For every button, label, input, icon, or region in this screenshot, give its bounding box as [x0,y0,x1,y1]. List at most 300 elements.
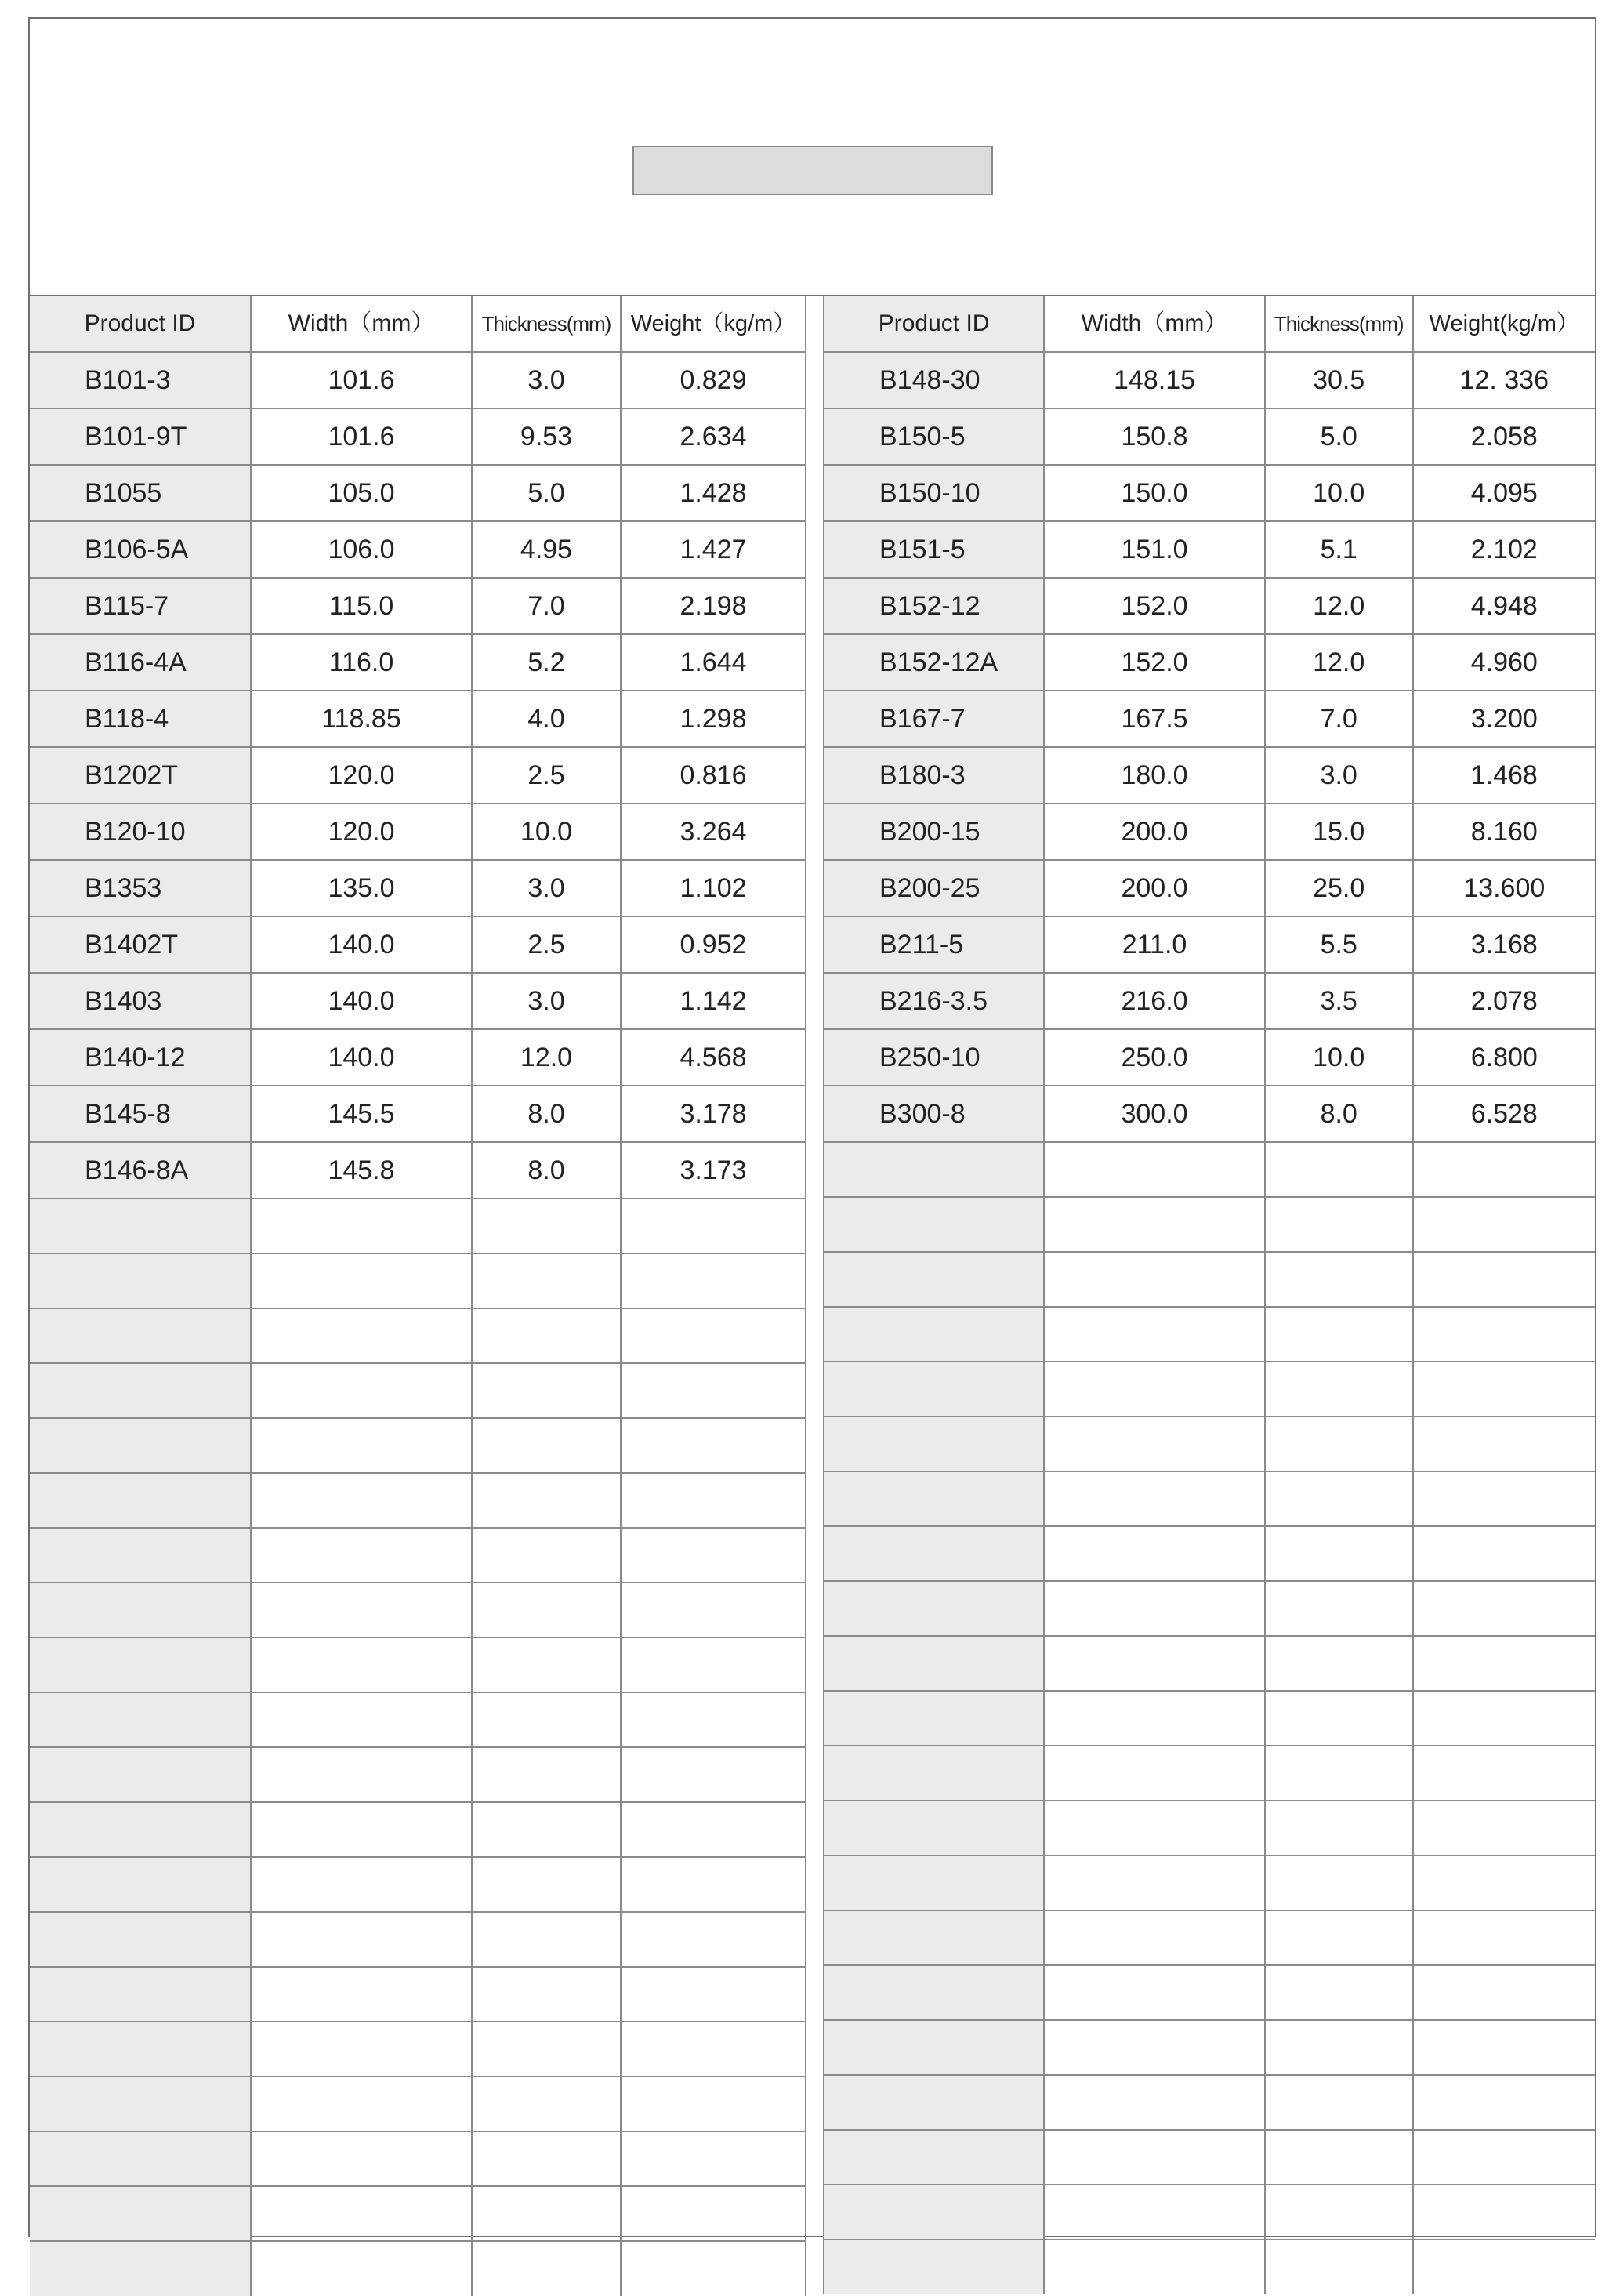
weight-cell [621,1638,806,1692]
width-cell: 152.0 [1044,634,1265,691]
width-cell: 148.15 [1044,352,1265,408]
weight-cell: 2.078 [1413,973,1595,1029]
product-id-cell [824,1252,1044,1307]
empty-table-row [30,1528,806,1583]
width-cell: 140.0 [251,1029,472,1086]
thickness-cell [472,1528,621,1583]
empty-table-row [30,1308,806,1363]
width-cell: 140.0 [251,916,472,973]
weight-cell [1413,1471,1595,1526]
table-row [824,352,1595,408]
table-row [30,691,806,747]
width-cell: 101.6 [251,408,472,465]
weight-cell: 0.816 [621,747,806,803]
product-id-cell [824,1142,1044,1197]
empty-table-row [30,2186,806,2241]
weight-cell: 2.058 [1413,408,1595,465]
product-id-cell [30,1418,251,1473]
width-cell: 106.0 [251,521,472,578]
weight-cell [1413,1636,1595,1691]
table-row [824,521,1595,578]
product-id-cell: B150-10 [824,465,1044,521]
thickness-cell: 25.0 [1265,860,1413,916]
title-placeholder-box [632,146,993,195]
thickness-cell [1265,2130,1413,2185]
empty-table-row [30,1583,806,1638]
thickness-cell: 3.0 [472,860,621,916]
empty-table-row [824,2075,1595,2130]
table-row [30,1086,806,1142]
weight-cell [1413,1965,1595,2020]
width-cell [251,1583,472,1638]
left-table-body [30,352,806,2296]
width-cell [1044,2075,1265,2130]
product-id-cell [824,1471,1044,1526]
thickness-cell [1265,1471,1413,1526]
left-spec-table [30,296,806,2296]
product-id-cell [824,1910,1044,1965]
width-cell: 145.8 [251,1142,472,1199]
header-weight: Weight(kg/m） [1413,296,1595,352]
weight-cell [621,1253,806,1308]
weight-cell: 13.600 [1413,860,1595,916]
product-id-cell [30,1308,251,1363]
product-id-cell [30,1253,251,1308]
empty-table-row [30,1692,806,1747]
thickness-cell: 8.0 [472,1086,621,1142]
product-id-cell [30,2241,251,2296]
thickness-cell [472,1418,621,1473]
thickness-cell: 5.1 [1265,521,1413,578]
thickness-cell [472,2131,621,2186]
width-cell [1044,1691,1265,1746]
width-cell [251,2131,472,2186]
product-id-cell: B200-25 [824,860,1044,916]
product-id-cell: B1202T [30,747,251,803]
width-cell: 180.0 [1044,747,1265,803]
product-id-cell [30,1912,251,1967]
width-cell: 120.0 [251,803,472,860]
width-cell [251,1528,472,1583]
thickness-cell [472,1692,621,1747]
weight-cell: 3.200 [1413,691,1595,747]
thickness-cell: 7.0 [472,578,621,634]
weight-cell [621,1692,806,1747]
thickness-cell [1265,2185,1413,2240]
width-cell: 200.0 [1044,803,1265,860]
header-product-id: Product ID [824,296,1044,352]
empty-table-row [824,1746,1595,1801]
thickness-cell [1265,2075,1413,2130]
empty-table-row [824,1307,1595,1362]
thickness-cell: 10.0 [1265,465,1413,521]
thickness-cell [1265,2240,1413,2294]
width-cell [251,1363,472,1418]
width-cell: 135.0 [251,860,472,916]
product-id-cell: B115-7 [30,578,251,634]
thickness-cell: 3.0 [472,352,621,408]
width-cell [251,1253,472,1308]
weight-cell: 4.960 [1413,634,1595,691]
empty-table-row [824,1636,1595,1691]
width-cell [251,2186,472,2241]
product-id-cell: B116-4A [30,634,251,691]
weight-cell: 1.102 [621,860,806,916]
thickness-cell [472,1802,621,1857]
product-id-cell: B250-10 [824,1029,1044,1086]
product-id-cell: B106-5A [30,521,251,578]
product-id-cell: B216-3.5 [824,973,1044,1029]
width-cell [251,1418,472,1473]
thickness-cell [472,2077,621,2131]
weight-cell [621,1857,806,1912]
table-row [30,634,806,691]
width-cell: 118.85 [251,691,472,747]
weight-cell [1413,1910,1595,1965]
weight-cell [1413,1801,1595,1855]
weight-cell: 2.634 [621,408,806,465]
weight-cell: 1.142 [621,973,806,1029]
product-id-cell: B101-3 [30,352,251,408]
product-id-cell [824,1855,1044,1910]
width-cell [1044,1965,1265,2020]
thickness-cell: 12.0 [1265,578,1413,634]
weight-cell [1413,2130,1595,2185]
table-row [824,634,1595,691]
thickness-cell [472,2022,621,2077]
width-cell [251,1967,472,2022]
table-row [824,803,1595,860]
weight-cell [1413,1416,1595,1471]
width-cell: 116.0 [251,634,472,691]
width-cell: 120.0 [251,747,472,803]
width-cell [1044,1471,1265,1526]
width-cell [1044,1252,1265,1307]
thickness-cell [1265,1636,1413,1691]
product-id-cell [30,1802,251,1857]
thickness-cell [1265,1362,1413,1416]
thickness-cell: 3.0 [1265,747,1413,803]
empty-table-row [30,1363,806,1418]
width-cell: 200.0 [1044,860,1265,916]
empty-table-row [824,1471,1595,1526]
spec-sheet [28,17,1596,2237]
header-row [30,296,806,352]
product-id-cell [824,1526,1044,1581]
weight-cell: 3.168 [1413,916,1595,973]
weight-cell: 1.428 [621,465,806,521]
product-id-cell [824,1965,1044,2020]
thickness-cell [1265,1910,1413,1965]
thickness-cell: 30.5 [1265,352,1413,408]
table-row [824,578,1595,634]
product-id-cell: B101-9T [30,408,251,465]
empty-table-row [30,1418,806,1473]
width-cell [1044,1910,1265,1965]
product-id-cell: B211-5 [824,916,1044,973]
thickness-cell: 3.0 [472,973,621,1029]
weight-cell [621,2241,806,2296]
empty-table-row [824,1252,1595,1307]
width-cell [1044,2020,1265,2075]
thickness-cell [472,1199,621,1253]
empty-table-row [824,1197,1595,1252]
width-cell: 115.0 [251,578,472,634]
product-id-cell: B167-7 [824,691,1044,747]
weight-cell [621,1967,806,2022]
weight-cell: 12. 336 [1413,352,1595,408]
product-id-cell [824,1362,1044,1416]
table-row [30,860,806,916]
thickness-cell: 8.0 [1265,1086,1413,1142]
header-width: Width（mm） [1044,296,1265,352]
header-product-id: Product ID [30,296,251,352]
empty-table-row [30,2022,806,2077]
product-id-cell [824,1746,1044,1801]
width-cell [251,1802,472,1857]
thickness-cell: 15.0 [1265,803,1413,860]
weight-cell: 6.528 [1413,1086,1595,1142]
right-table-body [824,352,1595,2294]
thickness-cell [1265,1252,1413,1307]
table-row [824,1029,1595,1086]
weight-cell: 0.952 [621,916,806,973]
width-cell: 151.0 [1044,521,1265,578]
product-id-cell [30,2022,251,2077]
weight-cell [1413,2240,1595,2294]
product-id-cell: B150-5 [824,408,1044,465]
width-cell [251,1473,472,1528]
weight-cell [621,1912,806,1967]
thickness-cell [472,1363,621,1418]
thickness-cell [472,1308,621,1363]
thickness-cell [472,2186,621,2241]
thickness-cell [472,2241,621,2296]
table-row [824,1086,1595,1142]
thickness-cell [472,1473,621,1528]
empty-table-row [824,2185,1595,2240]
right-spec-table [823,296,1595,2294]
thickness-cell [1265,1801,1413,1855]
empty-table-row [824,2130,1595,2185]
width-cell: 150.8 [1044,408,1265,465]
empty-table-row [30,1199,806,1253]
weight-cell [621,2022,806,2077]
width-cell [251,1692,472,1747]
weight-cell: 4.948 [1413,578,1595,634]
empty-table-row [824,1965,1595,2020]
empty-table-row [30,1473,806,1528]
width-cell [251,2241,472,2296]
weight-cell: 1.468 [1413,747,1595,803]
empty-table-row [30,1802,806,1857]
product-id-cell: B140-12 [30,1029,251,1086]
weight-cell [621,1418,806,1473]
product-id-cell: B180-3 [824,747,1044,803]
width-cell [1044,1581,1265,1636]
weight-cell: 1.427 [621,521,806,578]
product-id-cell: B118-4 [30,691,251,747]
weight-cell: 3.264 [621,803,806,860]
weight-cell: 3.173 [621,1142,806,1199]
empty-table-row [30,1967,806,2022]
table-row [30,973,806,1029]
weight-cell [621,2077,806,2131]
weight-cell [1413,1691,1595,1746]
width-cell [251,2022,472,2077]
width-cell [251,1199,472,1253]
product-id-cell [30,2186,251,2241]
thickness-cell [1265,1526,1413,1581]
product-id-cell: B145-8 [30,1086,251,1142]
thickness-cell [1265,1746,1413,1801]
empty-table-row [30,2131,806,2186]
weight-cell: 0.829 [621,352,806,408]
width-cell [251,1638,472,1692]
weight-cell [621,1747,806,1802]
table-row [30,408,806,465]
thickness-cell [1265,1965,1413,2020]
table-row [824,408,1595,465]
weight-cell [621,1199,806,1253]
weight-cell [1413,1142,1595,1197]
empty-table-row [824,1801,1595,1855]
product-id-cell: B120-10 [30,803,251,860]
empty-table-row [824,1581,1595,1636]
weight-cell [621,1528,806,1583]
product-id-cell [824,2130,1044,2185]
width-cell [1044,1746,1265,1801]
empty-table-row [824,1362,1595,1416]
thickness-cell [472,1967,621,2022]
thickness-cell [1265,2020,1413,2075]
thickness-cell: 10.0 [472,803,621,860]
table-row [30,465,806,521]
width-cell [1044,1526,1265,1581]
empty-table-row [824,1526,1595,1581]
thickness-cell: 10.0 [1265,1029,1413,1086]
product-id-cell [30,1692,251,1747]
thickness-cell: 12.0 [1265,634,1413,691]
weight-cell [621,1473,806,1528]
width-cell [251,1308,472,1363]
product-id-cell [824,1636,1044,1691]
product-id-cell [30,1747,251,1802]
empty-table-row [30,1857,806,1912]
weight-cell [621,1363,806,1418]
product-id-cell [824,1691,1044,1746]
empty-table-row [30,1747,806,1802]
width-cell [251,1747,472,1802]
width-cell: 300.0 [1044,1086,1265,1142]
empty-table-row [824,1910,1595,1965]
product-id-cell [30,1528,251,1583]
weight-cell [1413,1307,1595,1362]
header-thickness: Thickness(mm) [1265,296,1413,352]
weight-cell [1413,2020,1595,2075]
weight-cell [1413,1855,1595,1910]
weight-cell: 4.568 [621,1029,806,1086]
header-thickness: Thickness(mm) [472,296,621,352]
table-row [30,1029,806,1086]
empty-table-row [824,1691,1595,1746]
width-cell [1044,1197,1265,1252]
table-row [30,916,806,973]
width-cell: 101.6 [251,352,472,408]
product-id-cell [824,2185,1044,2240]
width-cell [1044,1416,1265,1471]
product-id-cell: B152-12 [824,578,1044,634]
thickness-cell [1265,1691,1413,1746]
width-cell: 250.0 [1044,1029,1265,1086]
table-row [824,747,1595,803]
width-cell [251,1857,472,1912]
thickness-cell: 5.2 [472,634,621,691]
empty-table-row [30,1912,806,1967]
thickness-cell: 3.5 [1265,973,1413,1029]
width-cell [1044,1362,1265,1416]
product-id-cell [30,1638,251,1692]
weight-cell [1413,1197,1595,1252]
width-cell [1044,2240,1265,2294]
weight-cell [1413,1746,1595,1801]
product-id-cell [30,2077,251,2131]
weight-cell: 4.095 [1413,465,1595,521]
width-cell [1044,2130,1265,2185]
product-id-cell [824,2020,1044,2075]
product-id-cell [824,2240,1044,2294]
product-id-cell: B146-8A [30,1142,251,1199]
width-cell [251,2077,472,2131]
header-weight: Weight（kg/m） [621,296,806,352]
table-row [824,973,1595,1029]
product-id-cell [30,2131,251,2186]
width-cell: 152.0 [1044,578,1265,634]
weight-cell [621,2131,806,2186]
product-id-cell [30,1199,251,1253]
weight-cell [621,2186,806,2241]
thickness-cell [472,1912,621,1967]
thickness-cell: 9.53 [472,408,621,465]
product-id-cell [824,1416,1044,1471]
thickness-cell: 8.0 [472,1142,621,1199]
width-cell [1044,1801,1265,1855]
empty-table-row [30,2241,806,2296]
product-id-cell: B151-5 [824,521,1044,578]
product-id-cell [30,1363,251,1418]
thickness-cell: 5.5 [1265,916,1413,973]
thickness-cell: 2.5 [472,747,621,803]
table-row [824,860,1595,916]
product-id-cell: B1055 [30,465,251,521]
table-row [824,691,1595,747]
thickness-cell [472,1253,621,1308]
thickness-cell [1265,1197,1413,1252]
table-row [824,465,1595,521]
width-cell: 211.0 [1044,916,1265,973]
weight-cell [1413,2075,1595,2130]
table-row [30,747,806,803]
product-id-cell [824,1307,1044,1362]
table-row [30,1142,806,1199]
width-cell [1044,1636,1265,1691]
weight-cell [1413,2185,1595,2240]
product-id-cell: B1403 [30,973,251,1029]
width-cell: 150.0 [1044,465,1265,521]
table-row [30,578,806,634]
product-id-cell: B1353 [30,860,251,916]
header-row [824,296,1595,352]
